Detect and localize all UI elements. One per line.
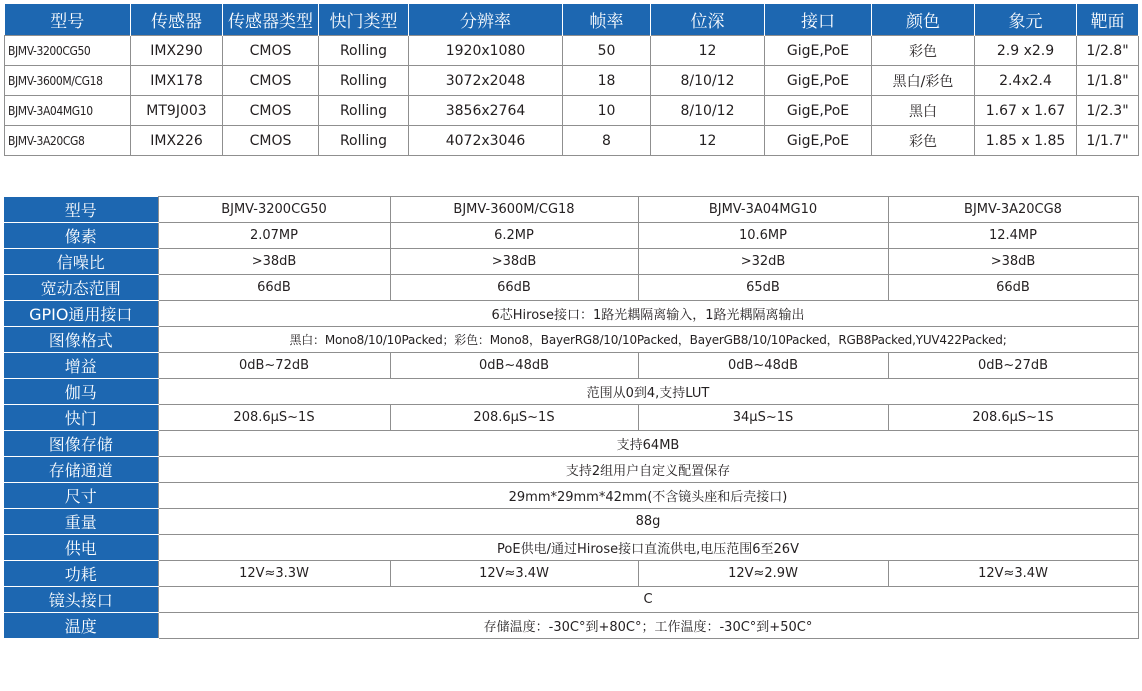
overview-cell: CMOS [223, 126, 319, 156]
overview-row [5, 66, 1139, 96]
spec-row [4, 275, 1138, 301]
overview-cell: IMX290 [131, 36, 223, 66]
spec-value-cell: 65dB [638, 275, 888, 301]
overview-cell: 彩色 [872, 126, 975, 156]
spec-row [4, 561, 1138, 587]
spec-value-cell: 12V≈3.3W [158, 561, 390, 587]
spec-value-cell: 12V≈3.4W [888, 561, 1138, 587]
overview-cell: Rolling [319, 96, 409, 126]
spec-value-cell: 支持64MB [158, 431, 1138, 457]
overview-body [5, 36, 1139, 156]
overview-cell: 8/10/12 [651, 66, 765, 96]
spec-label-cell: 供电 [4, 535, 158, 561]
overview-cell: 彩色 [872, 36, 975, 66]
spec-row [4, 431, 1138, 457]
overview-cell: 4072x3046 [409, 126, 563, 156]
overview-header-row [5, 4, 1139, 36]
spec-value-cell: 2.07MP [158, 223, 390, 249]
spec-row [4, 301, 1138, 327]
overview-header-cell: 型号 [5, 4, 131, 36]
overview-header-cell: 颜色 [872, 4, 975, 36]
overview-cell: GigE,PoE [765, 126, 872, 156]
spec-value-cell: 208.6μS~1S [158, 405, 390, 431]
spec-value-cell: 0dB~48dB [638, 353, 888, 379]
spec-label-cell: GPIO通用接口 [4, 301, 158, 327]
overview-header-cell: 靶面 [1077, 4, 1139, 36]
overview-cell: IMX226 [131, 126, 223, 156]
overview-cell: Rolling [319, 66, 409, 96]
overview-model-cell: BJMV-3600M/CG18 [5, 66, 131, 96]
spec-value-cell: 208.6μS~1S [390, 405, 638, 431]
spec-label-cell: 快门 [4, 405, 158, 431]
overview-cell: Rolling [319, 126, 409, 156]
spec-value-cell: 208.6μS~1S [888, 405, 1138, 431]
spec-row [4, 327, 1138, 353]
spec-value-cell: 6芯Hirose接口：1路光耦隔离输入，1路光耦隔离输出 [158, 301, 1138, 327]
overview-header-cell: 位深 [651, 4, 765, 36]
spec-value-cell: 34μS~1S [638, 405, 888, 431]
spec-label-cell: 增益 [4, 353, 158, 379]
overview-cell: 8 [563, 126, 651, 156]
spec-value-cell: 支持2组用户自定义配置保存 [158, 457, 1138, 483]
spec-value-cell: C [158, 587, 1138, 613]
spec-row [4, 405, 1138, 431]
spec-row [4, 483, 1138, 509]
spec-value-cell: 66dB [390, 275, 638, 301]
spec-label-cell: 像素 [4, 223, 158, 249]
overview-cell: 黑白/彩色 [872, 66, 975, 96]
overview-model-cell: BJMV-3200CG50 [5, 36, 131, 66]
spec-value-cell: PoE供电/通过Hirose接口直流供电,电压范围6至26V [158, 535, 1138, 561]
overview-cell: GigE,PoE [765, 96, 872, 126]
spec-value-cell: >38dB [888, 249, 1138, 275]
spec-row [4, 613, 1138, 639]
spec-row [4, 509, 1138, 535]
overview-cell: 3072x2048 [409, 66, 563, 96]
spec-value-cell: 66dB [158, 275, 390, 301]
overview-cell: 2.9 x2.9 [975, 36, 1077, 66]
spec-value-cell: 88g [158, 509, 1138, 535]
overview-cell: 3856x2764 [409, 96, 563, 126]
overview-cell: CMOS [223, 66, 319, 96]
overview-cell: CMOS [223, 36, 319, 66]
overview-cell: 12 [651, 36, 765, 66]
camera-overview-table [4, 4, 1139, 156]
spec-value-cell: 10.6MP [638, 223, 888, 249]
spec-label-cell: 图像存储 [4, 431, 158, 457]
overview-cell: 8/10/12 [651, 96, 765, 126]
overview-cell: 18 [563, 66, 651, 96]
overview-header-cell: 传感器 [131, 4, 223, 36]
spec-value-cell: 29mm*29mm*42mm(不含镜头座和后壳接口) [158, 483, 1138, 509]
spec-label-cell: 伽马 [4, 379, 158, 405]
spec-value-cell: 12V≈2.9W [638, 561, 888, 587]
overview-cell: 12 [651, 126, 765, 156]
spec-value-cell: 66dB [888, 275, 1138, 301]
overview-cell: 10 [563, 96, 651, 126]
spec-value-cell: 0dB~48dB [390, 353, 638, 379]
spec-value-cell: 6.2MP [390, 223, 638, 249]
spec-row [4, 379, 1138, 405]
overview-cell: 黑白 [872, 96, 975, 126]
overview-cell: 50 [563, 36, 651, 66]
spec-label-cell: 温度 [4, 613, 158, 639]
spec-value-cell: >32dB [638, 249, 888, 275]
overview-cell: 1/2.8" [1077, 36, 1139, 66]
spec-label-cell: 存储通道 [4, 457, 158, 483]
overview-cell: 1/1.8" [1077, 66, 1139, 96]
spec-label-cell: 功耗 [4, 561, 158, 587]
overview-row [5, 126, 1139, 156]
spec-row [4, 535, 1138, 561]
overview-model-cell: BJMV-3A20CG8 [5, 126, 131, 156]
spec-value-cell: 12V≈3.4W [390, 561, 638, 587]
overview-cell: MT9J003 [131, 96, 223, 126]
overview-cell: 1.85 x 1.85 [975, 126, 1077, 156]
spec-row [4, 249, 1138, 275]
camera-spec-table [4, 196, 1139, 639]
spec-value-cell: 12.4MP [888, 223, 1138, 249]
spec-label-cell: 信噪比 [4, 249, 158, 275]
spec-value-cell: 0dB~72dB [158, 353, 390, 379]
spec-value-cell: >38dB [158, 249, 390, 275]
spec-label-cell: 尺寸 [4, 483, 158, 509]
overview-cell: GigE,PoE [765, 36, 872, 66]
spec-value-cell: 范围从0到4,支持LUT [158, 379, 1138, 405]
spec-value-cell: 黑白：Mono8/10/10Packed；彩色：Mono8，BayerRG8/10/10Packed，BayerGB8/10/10Packed，RGB8Packed,YUV422Packed; [158, 327, 1138, 353]
overview-cell: 1920x1080 [409, 36, 563, 66]
overview-cell: Rolling [319, 36, 409, 66]
overview-cell: CMOS [223, 96, 319, 126]
overview-cell: 1/1.7" [1077, 126, 1139, 156]
spec-row [4, 587, 1138, 613]
spec-value-cell: 0dB~27dB [888, 353, 1138, 379]
overview-header-cell: 接口 [765, 4, 872, 36]
spec-row [4, 197, 1138, 223]
overview-cell: IMX178 [131, 66, 223, 96]
overview-cell: GigE,PoE [765, 66, 872, 96]
overview-header-cell: 分辨率 [409, 4, 563, 36]
overview-model-cell: BJMV-3A04MG10 [5, 96, 131, 126]
spec-row [4, 353, 1138, 379]
spec-value-cell: BJMV-3A04MG10 [638, 197, 888, 223]
overview-cell: 1.67 x 1.67 [975, 96, 1077, 126]
overview-row [5, 96, 1139, 126]
spec-body [4, 197, 1138, 639]
overview-header-cell: 象元 [975, 4, 1077, 36]
spec-label-cell: 重量 [4, 509, 158, 535]
overview-header-cell: 传感器类型 [223, 4, 319, 36]
spec-row [4, 457, 1138, 483]
spec-label-cell: 镜头接口 [4, 587, 158, 613]
overview-header-cell: 快门类型 [319, 4, 409, 36]
overview-cell: 1/2.3" [1077, 96, 1139, 126]
spec-value-cell: >38dB [390, 249, 638, 275]
spec-value-cell: BJMV-3A20CG8 [888, 197, 1138, 223]
spec-value-cell: BJMV-3200CG50 [158, 197, 390, 223]
spec-label-cell: 型号 [4, 197, 158, 223]
spec-label-cell: 图像格式 [4, 327, 158, 353]
overview-row [5, 36, 1139, 66]
overview-header-cell: 帧率 [563, 4, 651, 36]
spec-label-cell: 宽动态范围 [4, 275, 158, 301]
spec-row [4, 223, 1138, 249]
spec-value-cell: 存储温度：-30C°到+80C°；工作温度：-30C°到+50C° [158, 613, 1138, 639]
overview-cell: 2.4x2.4 [975, 66, 1077, 96]
spec-value-cell: BJMV-3600M/CG18 [390, 197, 638, 223]
